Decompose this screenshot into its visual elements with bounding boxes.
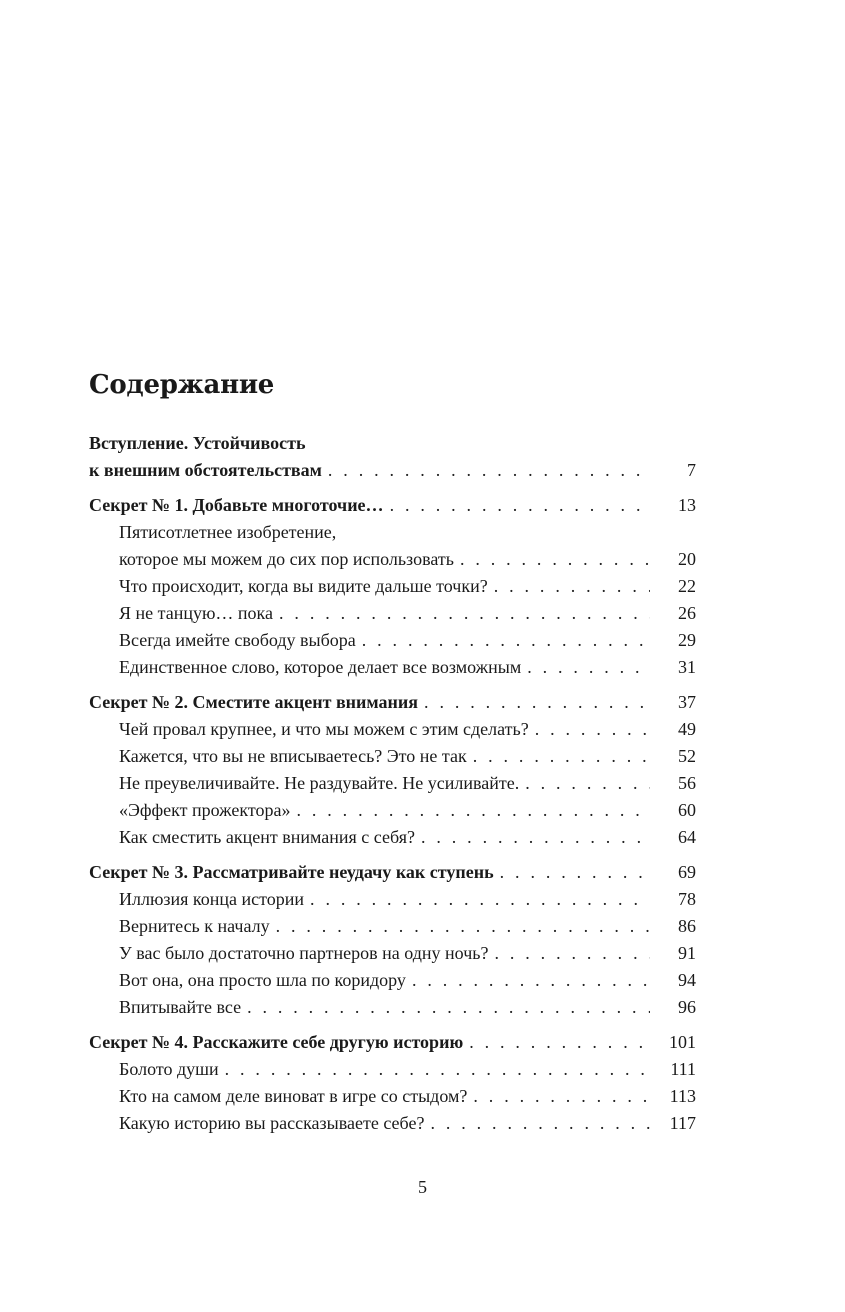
toc-heading-text: Секрет № 1. Добавьте многоточие…: [89, 495, 384, 515]
page-ref: 117: [669, 1113, 696, 1133]
page-ref: 7: [687, 460, 696, 480]
toc-entry[interactable]: [89, 743, 696, 770]
toc-entry-text: Как сместить акцент внимания с себя?: [119, 827, 415, 847]
toc-entry-text: Чей провал крупнее, и что мы можем с этим сделать?: [119, 719, 529, 739]
toc-entry[interactable]: [89, 886, 696, 913]
toc-entry-text: Пятисотлетнее изобретение,: [119, 522, 337, 542]
toc-entry[interactable]: [89, 770, 696, 797]
toc-entry-text: Впитывайте все: [119, 997, 242, 1017]
toc-entry-text: Всегда имейте свободу выбора: [119, 630, 356, 650]
page-ref: 94: [678, 970, 696, 990]
dot-leader: [412, 967, 650, 994]
page-ref: 26: [678, 603, 696, 623]
page-number: 5: [418, 1177, 427, 1197]
toc-entry[interactable]: [89, 654, 696, 681]
toc-heading-text: Секрет № 2. Сместите акцент внимания: [89, 692, 419, 712]
page-ref: 13: [678, 495, 696, 515]
dot-leader: [362, 627, 650, 654]
toc-entry[interactable]: [89, 1083, 696, 1110]
toc-entry[interactable]: [89, 600, 696, 627]
dot-leader: [279, 600, 650, 627]
toc-entry[interactable]: [89, 994, 696, 1021]
page-ref: 29: [678, 630, 696, 650]
dot-leader: [276, 913, 650, 940]
dot-leader: [469, 1029, 650, 1056]
toc-heading[interactable]: [89, 1029, 696, 1056]
toc-entry[interactable]: [89, 716, 696, 743]
toc-entry-text: Единственное слово, которое делает все возможным: [119, 657, 522, 677]
page-ref: 20: [678, 549, 696, 569]
toc-heading-text: к внешним обстоятельствам: [89, 460, 322, 480]
toc-entry[interactable]: [89, 940, 696, 967]
toc-entry[interactable]: [89, 519, 696, 546]
dot-leader: [225, 1056, 650, 1083]
dot-leader: [328, 457, 650, 484]
dot-leader: [494, 573, 650, 600]
toc-entry-text: Кажется, что вы не вписываетесь? Это не так: [119, 746, 467, 766]
page-title: Содержание: [89, 370, 275, 400]
toc-entry[interactable]: [89, 1110, 696, 1137]
toc-section: [89, 859, 696, 1021]
toc-entry[interactable]: [89, 913, 696, 940]
page-ref: 96: [678, 997, 696, 1017]
toc-entry-text: Кто на самом деле виноват в игре со стыдом?: [119, 1086, 468, 1106]
toc-heading-text: Вступление. Устойчивость: [89, 433, 306, 453]
dot-leader: [460, 546, 650, 573]
toc-entry-text: Что происходит, когда вы видите дальше точки?: [119, 576, 488, 596]
toc-entry-text: Болото души: [119, 1059, 219, 1079]
toc-heading[interactable]: [89, 457, 696, 484]
dot-leader: [430, 1110, 650, 1137]
dot-leader: [247, 994, 650, 1021]
page-ref: 91: [678, 943, 696, 963]
toc-entry-text: Вернитесь к началу: [119, 916, 270, 936]
dot-leader: [500, 859, 650, 886]
page-ref: 37: [678, 692, 696, 712]
table-of-contents: [89, 430, 696, 1145]
page-ref: 49: [678, 719, 696, 739]
page-ref: 101: [669, 1032, 696, 1052]
toc-entry-text: Не преувеличивайте. Не раздувайте. Не усиливайте.: [119, 773, 520, 793]
toc-entry-text: У вас было достаточно партнеров на одну ночь?: [119, 943, 489, 963]
toc-entry[interactable]: [89, 546, 696, 573]
page-ref: 31: [678, 657, 696, 677]
page-ref: 60: [678, 800, 696, 820]
dot-leader: [310, 886, 650, 913]
toc-heading-text: Секрет № 4. Расскажите себе другую историю: [89, 1032, 464, 1052]
toc-section: [89, 492, 696, 681]
toc-entry[interactable]: [89, 824, 696, 851]
dot-leader: [296, 797, 650, 824]
toc-heading[interactable]: [89, 689, 696, 716]
page-ref: 52: [678, 746, 696, 766]
toc-heading[interactable]: [89, 859, 696, 886]
toc-entry[interactable]: [89, 967, 696, 994]
page-ref: 111: [670, 1059, 696, 1079]
dot-leader: [390, 492, 650, 519]
toc-entry[interactable]: [89, 627, 696, 654]
dot-leader: [527, 654, 650, 681]
dot-leader: [424, 689, 650, 716]
toc-entry-text: которое мы можем до сих пор использовать: [119, 549, 454, 569]
dot-leader: [494, 940, 650, 967]
toc-heading-text: Секрет № 3. Рассматривайте неудачу как ступень: [89, 862, 494, 882]
page-ref: 78: [678, 889, 696, 909]
toc-section: [89, 430, 696, 484]
toc-entry-text: Я не танцую… пока: [119, 603, 274, 623]
toc-heading[interactable]: [89, 492, 696, 519]
toc-entry-text: Иллюзия конца истории: [119, 889, 305, 909]
toc-entry-text: «Эффект прожектора»: [119, 800, 291, 820]
toc-entry[interactable]: [89, 797, 696, 824]
page-ref: 64: [678, 827, 696, 847]
toc-section: [89, 1029, 696, 1137]
toc-entry[interactable]: [89, 573, 696, 600]
toc-entry-text: Вот она, она просто шла по коридору: [119, 970, 406, 990]
dot-leader: [525, 770, 650, 797]
dot-leader: [473, 743, 650, 770]
page-ref: 22: [678, 576, 696, 596]
toc-heading[interactable]: [89, 430, 696, 457]
page-ref: 69: [678, 862, 696, 882]
toc-entry-text: Какую историю вы рассказываете себе?: [119, 1113, 425, 1133]
toc-entry[interactable]: [89, 1056, 696, 1083]
dot-leader: [473, 1083, 650, 1110]
toc-section: [89, 689, 696, 851]
page-ref: 113: [669, 1086, 696, 1106]
page-ref: 56: [678, 773, 696, 793]
page-ref: 86: [678, 916, 696, 936]
dot-leader: [421, 824, 650, 851]
dot-leader: [535, 716, 650, 743]
